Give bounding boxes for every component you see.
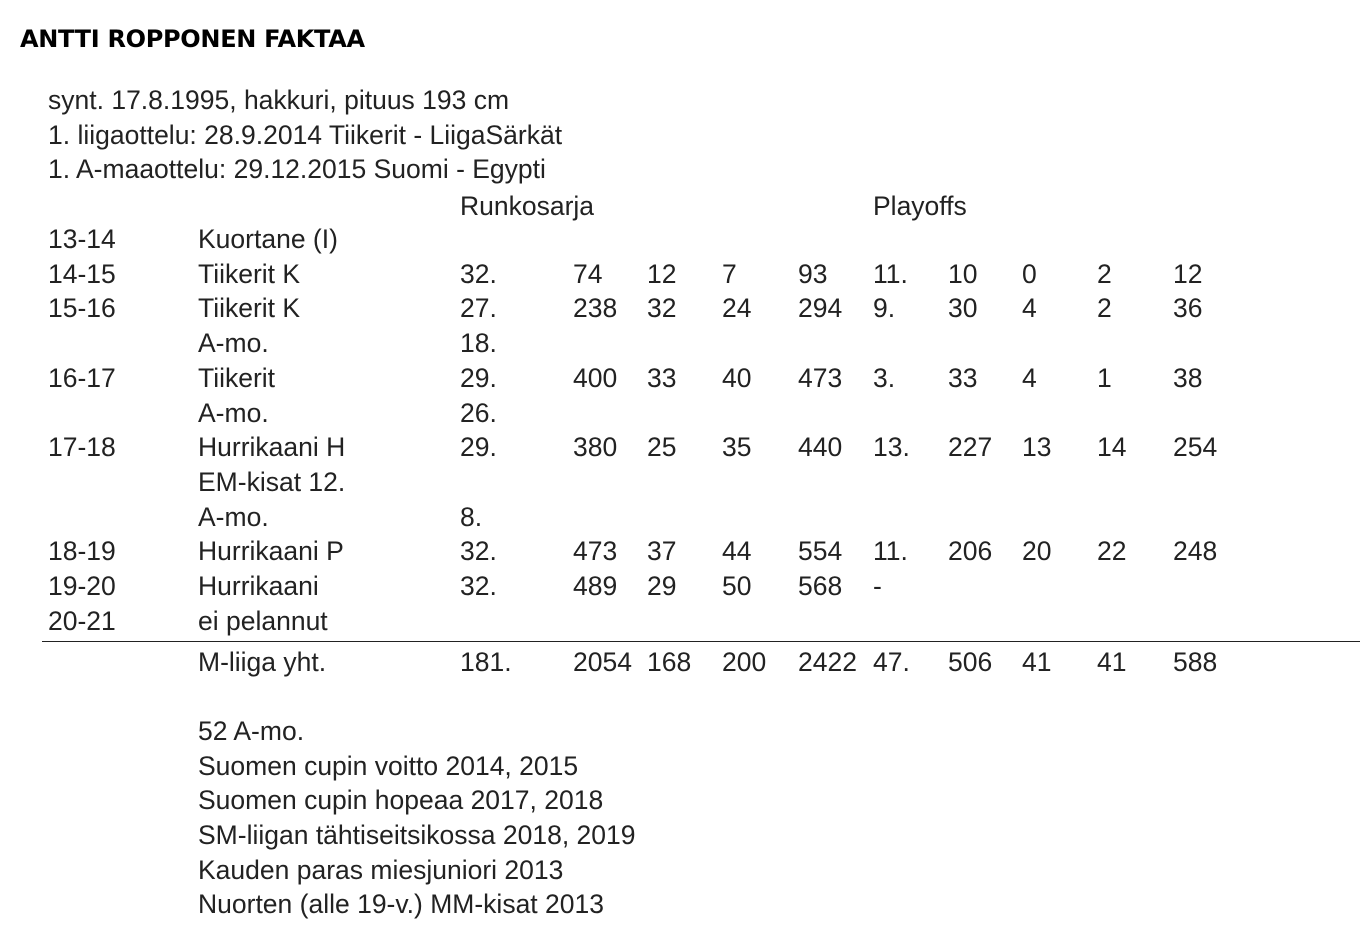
team-cell: Hurrikaani bbox=[198, 571, 319, 601]
first-international-game: 1. A-maaottelu: 29.12.2015 Suomi - Egypti bbox=[48, 154, 546, 184]
team-cell: ei pelannut bbox=[198, 606, 328, 636]
rs-games-cell: 27. bbox=[460, 293, 497, 323]
po-games-cell: 13. bbox=[873, 432, 910, 462]
first-league-game: 1. liigaottelu: 28.9.2014 Tiikerit - LiigaSärkät bbox=[48, 120, 563, 150]
po-total-cell: 12 bbox=[1173, 259, 1203, 289]
po-games-cell: 9. bbox=[873, 293, 896, 323]
po-total-cell: 38 bbox=[1173, 363, 1203, 393]
po-saves-2-cell: 2 bbox=[1097, 259, 1112, 289]
team-cell: EM-kisat 12. bbox=[198, 467, 346, 497]
rs-total-cell: 473 bbox=[798, 363, 843, 393]
team-cell: Kuortane (I) bbox=[198, 224, 338, 254]
rs-games-cell: 32. bbox=[460, 571, 497, 601]
team-cell: A-mo. bbox=[198, 502, 269, 532]
po-saves-cell: 13 bbox=[1022, 432, 1052, 462]
season-cell: 15-16 bbox=[48, 293, 116, 323]
team-cell: Tiikerit bbox=[198, 363, 276, 393]
team-cell: A-mo. bbox=[198, 328, 269, 358]
rs-total-cell: 440 bbox=[798, 432, 843, 462]
team-cell: Hurrikaani H bbox=[198, 432, 346, 462]
rs-games-cell: 29. bbox=[460, 432, 497, 462]
season-cell: 20-21 bbox=[48, 606, 116, 636]
po-goals-cell: 227 bbox=[948, 432, 993, 462]
po-saves-2-cell: 41 bbox=[1097, 647, 1127, 677]
po-saves-2-cell: 22 bbox=[1097, 536, 1127, 566]
rs-total-cell: 2422 bbox=[798, 647, 857, 677]
rs-goals-cell: 380 bbox=[573, 432, 618, 462]
rs-saves-2-cell: 40 bbox=[722, 363, 752, 393]
po-total-cell: 588 bbox=[1173, 647, 1218, 677]
rs-total-cell: 568 bbox=[798, 571, 843, 601]
po-saves-2-cell: 1 bbox=[1097, 363, 1112, 393]
season-cell: 17-18 bbox=[48, 432, 116, 462]
note-item: Kauden paras miesjuniori 2013 bbox=[198, 855, 564, 885]
note-item: Suomen cupin voitto 2014, 2015 bbox=[198, 751, 579, 781]
season-cell: 18-19 bbox=[48, 536, 116, 566]
po-goals-cell: 10 bbox=[948, 259, 978, 289]
po-goals-cell: 33 bbox=[948, 363, 978, 393]
note-item: Nuorten (alle 19-v.) MM-kisat 2013 bbox=[198, 889, 604, 919]
rs-saves-2-cell: 24 bbox=[722, 293, 752, 323]
rs-games-cell: 32. bbox=[460, 536, 497, 566]
po-games-cell: 11. bbox=[873, 536, 908, 566]
po-saves-cell: 41 bbox=[1022, 647, 1052, 677]
rs-saves-2-cell: 50 bbox=[722, 571, 752, 601]
po-saves-cell: 20 bbox=[1022, 536, 1052, 566]
rs-saves-2-cell: 35 bbox=[722, 432, 752, 462]
rs-games-cell: 26. bbox=[460, 398, 497, 428]
rs-total-cell: 93 bbox=[798, 259, 828, 289]
season-cell: 19-20 bbox=[48, 571, 116, 601]
po-goals-cell: 30 bbox=[948, 293, 978, 323]
rs-goals-cell: 473 bbox=[573, 536, 618, 566]
note-item: SM-liigan tähtiseitsikossa 2018, 2019 bbox=[198, 820, 636, 850]
rs-saves-2-cell: 7 bbox=[722, 259, 737, 289]
season-cell: 13-14 bbox=[48, 224, 116, 254]
po-saves-2-cell: 14 bbox=[1097, 432, 1127, 462]
season-cell: 16-17 bbox=[48, 363, 116, 393]
po-goals-cell: 506 bbox=[948, 647, 993, 677]
team-cell: A-mo. bbox=[198, 398, 269, 428]
po-total-cell: 36 bbox=[1173, 293, 1203, 323]
page-title: ANTTI ROPPONEN FAKTAA bbox=[20, 25, 365, 53]
rs-games-cell: 8. bbox=[460, 502, 483, 532]
po-saves-cell: 4 bbox=[1022, 363, 1037, 393]
po-games-cell: 11. bbox=[873, 259, 908, 289]
rs-saves-2-cell: 200 bbox=[722, 647, 767, 677]
po-goals-cell: 206 bbox=[948, 536, 993, 566]
team-cell: Tiikerit K bbox=[198, 293, 301, 323]
rs-goals-cell: 400 bbox=[573, 363, 618, 393]
po-saves-cell: 4 bbox=[1022, 293, 1037, 323]
rs-goals-cell: 74 bbox=[573, 259, 603, 289]
rs-saves-cell: 29 bbox=[647, 571, 677, 601]
rs-saves-cell: 37 bbox=[647, 536, 677, 566]
rs-saves-cell: 25 bbox=[647, 432, 677, 462]
rs-saves-2-cell: 44 bbox=[722, 536, 752, 566]
rs-games-cell: 181. bbox=[460, 647, 512, 677]
po-total-cell: 248 bbox=[1173, 536, 1218, 566]
po-games-cell: - bbox=[873, 571, 882, 601]
note-item: Suomen cupin hopeaa 2017, 2018 bbox=[198, 785, 604, 815]
playoffs-header: Playoffs bbox=[873, 191, 967, 221]
total-divider bbox=[42, 641, 1360, 642]
rs-total-cell: 554 bbox=[798, 536, 843, 566]
rs-goals-cell: 2054 bbox=[573, 647, 632, 677]
rs-games-cell: 18. bbox=[460, 328, 497, 358]
team-cell: Hurrikaani P bbox=[198, 536, 344, 566]
team-cell: Tiikerit K bbox=[198, 259, 301, 289]
po-saves-2-cell: 2 bbox=[1097, 293, 1112, 323]
po-total-cell: 254 bbox=[1173, 432, 1218, 462]
birth-info: synt. 17.8.1995, hakkuri, pituus 193 cm bbox=[48, 85, 510, 115]
po-games-cell: 47. bbox=[873, 647, 910, 677]
rs-saves-cell: 168 bbox=[647, 647, 692, 677]
rs-saves-cell: 32 bbox=[647, 293, 677, 323]
rs-total-cell: 294 bbox=[798, 293, 843, 323]
rs-games-cell: 32. bbox=[460, 259, 497, 289]
rs-goals-cell: 238 bbox=[573, 293, 618, 323]
po-games-cell: 3. bbox=[873, 363, 896, 393]
season-cell: 14-15 bbox=[48, 259, 116, 289]
rs-goals-cell: 489 bbox=[573, 571, 618, 601]
po-saves-cell: 0 bbox=[1022, 259, 1037, 289]
rs-saves-cell: 12 bbox=[647, 259, 677, 289]
note-item: 52 A-mo. bbox=[198, 716, 305, 746]
team-cell: M-liiga yht. bbox=[198, 647, 327, 677]
rs-saves-cell: 33 bbox=[647, 363, 677, 393]
rs-games-cell: 29. bbox=[460, 363, 497, 393]
runkosarja-header: Runkosarja bbox=[460, 191, 595, 221]
